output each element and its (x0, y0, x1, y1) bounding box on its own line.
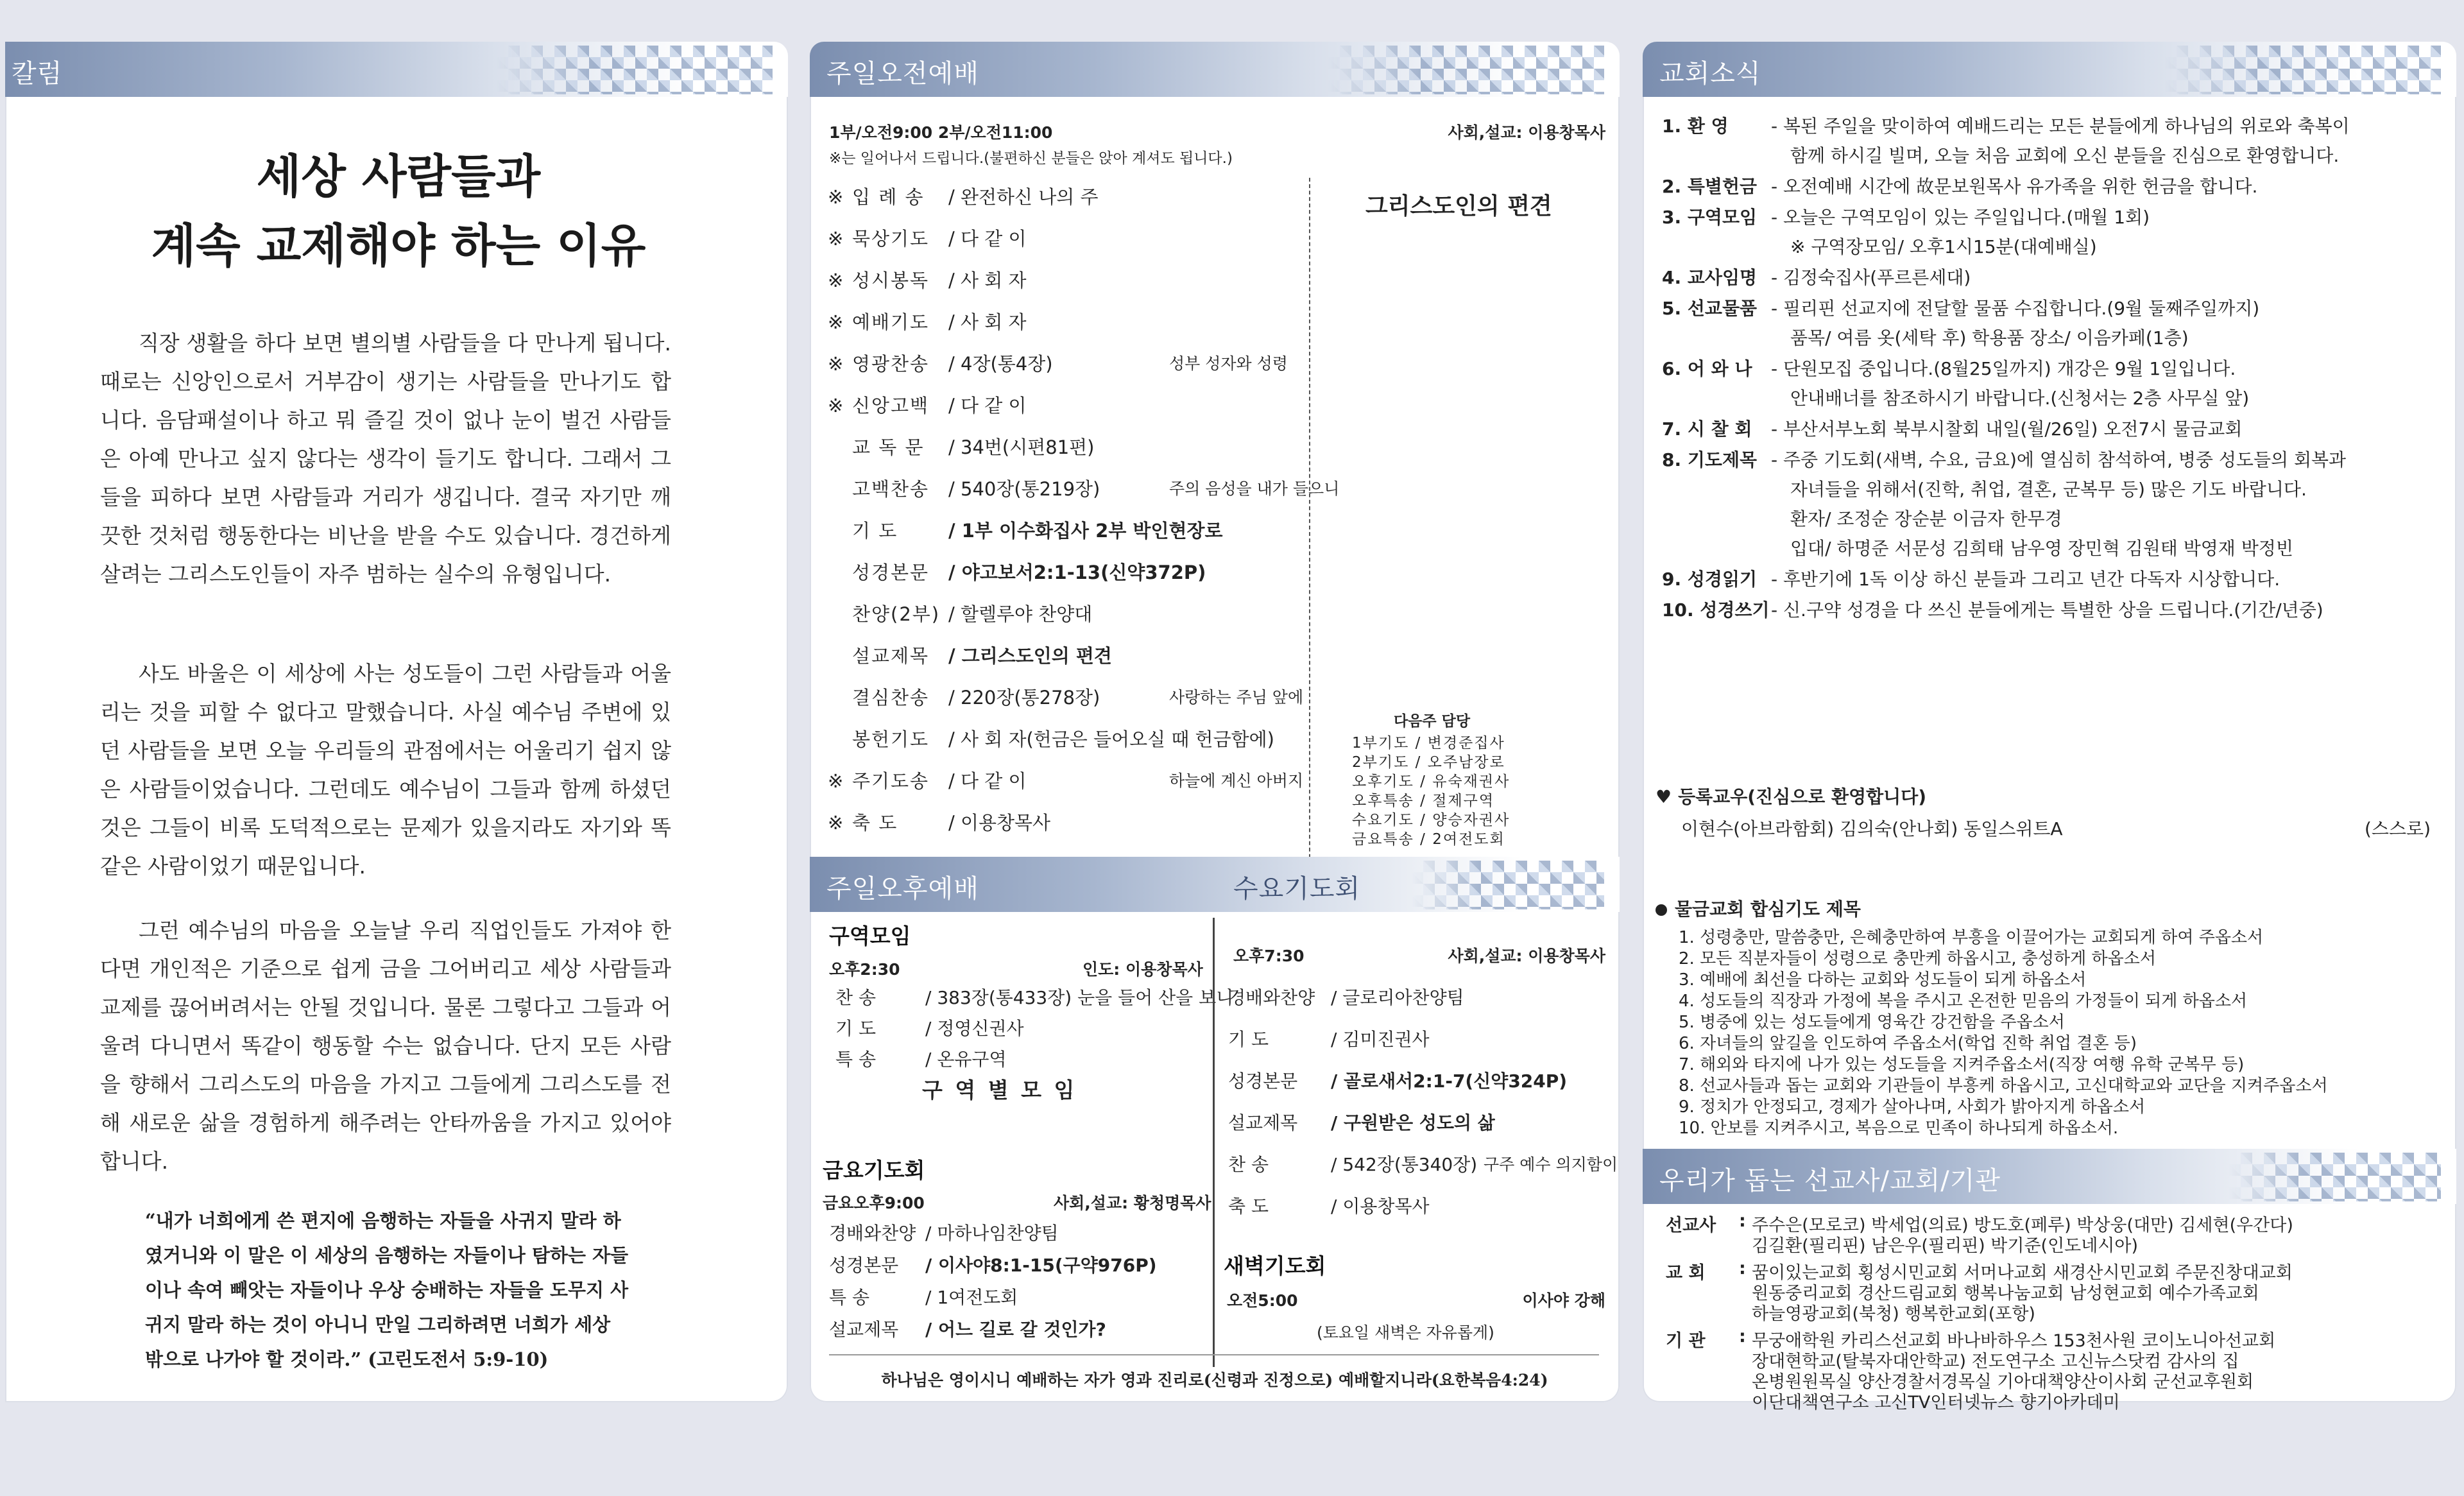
schedule-item-label: 경배와찬양 (1228, 987, 1315, 1008)
worship-item-value: / 4장(통4장) (948, 353, 1053, 375)
wednesday-officiant: 사회,설교: 이용창목사 (1448, 947, 1605, 965)
worship-item-mark: ※ (828, 186, 844, 208)
missions-header-bar (1643, 1149, 2456, 1204)
schedule-item (1228, 1109, 1495, 1135)
missions-colon: : (1739, 1327, 1746, 1346)
worship-item (828, 725, 1274, 752)
header-diamond-pattern (1412, 861, 1604, 909)
news-item-line: - 주중 기도회(새벽, 수요, 금요)에 열심히 참석하여, 병중 성도들의 회복과 (1771, 449, 2347, 470)
schedule-item-label: 성경본문 (1228, 1070, 1298, 1092)
prayer-item: 6. 자녀들의 앞길을 인도하여 주옵소서(학업 진학 취업 결혼 등) (1679, 1034, 2137, 1053)
worship-item-mark: ※ (828, 311, 844, 333)
sunday-afternoon-header: 주일오후예배 (826, 874, 979, 904)
news-item-label: 2. 특별헌금 (1662, 176, 1758, 197)
schedule-item (1228, 984, 1464, 1010)
column-paragraph-1: 직장 생활을 하다 보면 별의별 사람들을 다 만나게 됩니다. 때로는 신앙인으로서 거부감이 생기는 사람들을 만나기도 합니다. 음담패설이나 하고 뭐 즐길 것이 없나 눈이 벌건 사람들은 아예 만나고 싶지 않다는 생각이 들기도 합니다. 그래서 그들을 피하다 보면 사람들과 거리가 생깁니다. 결국 자기만 깨끗한 것처럼 행동한다는 비난을 받을 수도 있습니다. 경건하게 살려는 그리스도인들이 자주 범하는 실수의 유형입니다. (100, 331, 671, 587)
missions-colon: : (1739, 1211, 1746, 1231)
registration-title (1656, 783, 1926, 809)
worship-item-label: 입 례 송 (852, 186, 925, 208)
worship-item-label: 주기도송 (852, 770, 930, 792)
worship-item-value: / 다 같 이 (948, 228, 1027, 250)
worship-item-value: / 다 같 이 (948, 770, 1027, 792)
column-title-line2: 계속 교제해야 하는 이유 (151, 218, 646, 273)
worship-item-value: / 사 회 자(헌금은 들어오실 때 헌금함에) (948, 728, 1274, 750)
schedule-item-label: 찬 송 (1228, 1154, 1269, 1175)
schedule-item-value: / 1여전도회 (925, 1287, 1018, 1308)
prayer-item: 4. 성도들의 직장과 가정에 복을 주시고 온전한 믿음의 가정들이 되게 하옵소서 (1679, 992, 2248, 1011)
news-item-line: 함께 하시길 빌며, 오늘 처음 교회에 오신 분들을 진심으로 환영합니다. (1790, 145, 2340, 166)
worship-item (828, 684, 1100, 710)
registration-line: 이현수(아브라함회) 김의숙(안나회) 동일스위트A (1681, 818, 2063, 839)
missions-header: 우리가 돕는 선교사/교회/기관 (1659, 1166, 2001, 1196)
sunday-morning-header: 주일오전예배 (826, 59, 979, 89)
schedule-item (835, 984, 1233, 1010)
schedule-item (829, 1251, 1157, 1277)
prayer-title-text: 물금교회 합심기도 제목 (1675, 898, 1861, 920)
news-item-line: - 오전예배 시간에 故문보원목사 유가족을 위한 헌금을 합니다. (1771, 176, 2258, 197)
schedule-item-label: 성경본문 (829, 1255, 899, 1276)
worship-item-label: 고백찬송 (852, 478, 930, 500)
worship-item-label: 교 독 문 (852, 436, 925, 458)
worship-item (828, 558, 1206, 585)
footer-verse: 하나님은 영이시니 예배하는 자가 영과 진리로(신령과 진정으로) 예배할지니라(요한복음4:24) (881, 1371, 1548, 1389)
group-by-group-meeting: 구 역 별 모 임 (922, 1078, 1077, 1103)
next-week-row: 2부기도 / 오주남장로 (1352, 754, 1505, 771)
news-item-line: - 필리핀 선교지에 전달할 물품 수집합니다.(9월 둘째주일까지) (1771, 298, 2260, 319)
schedule-item (829, 1219, 1059, 1245)
worship-item-value: / 34번(시편81편) (948, 436, 1095, 458)
missions-line: 하늘영광교회(북청) 행복한교회(포항) (1752, 1304, 2035, 1324)
schedule-item-label: 찬 송 (835, 987, 876, 1008)
church-news-header: 교회소식 (1659, 59, 1761, 89)
schedule-item-label: 설교제목 (829, 1319, 899, 1340)
column-panel (5, 42, 788, 1402)
worship-item-value: / 220장(통278장) (948, 687, 1100, 709)
schedule-item-value: / 542장(통340장) (1331, 1154, 1478, 1175)
worship-item-value: / 540장(통219장) (948, 478, 1100, 500)
prayer-item: 9. 정치가 안정되고, 경제가 살아나며, 사회가 밝아지게 하옵소서 (1679, 1097, 2146, 1117)
missions-line: 온병원원목실 양산경찰서경목실 기아대책양산이사회 군선교후원회 (1752, 1372, 2254, 1392)
worship-item-mark: ※ (828, 353, 844, 375)
column-title-line1: 세상 사람들과 (256, 149, 541, 203)
worship-panel (810, 42, 1620, 1402)
next-week-row: 수요기도 / 양승자권사 (1352, 812, 1510, 829)
worship-item (828, 517, 1223, 543)
prayer-item: 5. 병중에 있는 성도들에게 영육간 강건함을 주옵소서 (1679, 1013, 2065, 1032)
schedule-item-hymn-title: 구주 예수 의지함이 (1484, 1155, 1618, 1174)
news-item-line: 안내배너를 참조하시기 바랍니다.(신청서는 2층 사무실 앞) (1790, 388, 2250, 409)
schedule-item-label: 축 도 (1228, 1196, 1269, 1217)
schedule-item-label: 특 송 (835, 1049, 876, 1070)
sermon-title-box: 그리스도인의 편견 (1365, 193, 1552, 219)
worship-item-value: / 야고보서2:1-13(신약372P) (948, 562, 1206, 583)
worship-item-hymn-title: 하늘에 계신 아버지 (1169, 771, 1304, 790)
bullet-icon (1656, 904, 1667, 916)
missions-colon: : (1739, 1259, 1746, 1278)
schedule-item-value: / 어느 길로 갈 것인가? (925, 1319, 1106, 1340)
schedule-item-value: / 마하나임찬양팀 (925, 1223, 1059, 1244)
heart-icon: ♥ (1656, 786, 1672, 807)
missions-line: 주수은(모로코) 박세업(의료) 방도호(페루) 박상웅(대만) 김세현(우간다) (1752, 1216, 2293, 1235)
missions-line: 원동중리교회 경산드림교회 행복나눔교회 남성현교회 예수가족교회 (1752, 1284, 2259, 1303)
news-item-label: 5. 선교물품 (1662, 298, 1758, 319)
news-item-line: 환자/ 조정순 장순분 이금자 한무경 (1790, 508, 2062, 529)
worship-item-label: 신앙고백 (852, 395, 930, 417)
sunday-morning-note: ※는 일어나서 드립니다.(불편하신 분들은 앉아 계셔도 됩니다.) (829, 150, 1233, 167)
worship-item (828, 225, 1026, 251)
schedule-item (835, 1045, 1007, 1071)
missions-group-label: 기 관 (1666, 1331, 1706, 1351)
missions-line: 장대현학교(탈북자대안학교) 전도연구소 고신뉴스닷컴 감사의 집 (1752, 1352, 2239, 1371)
worship-item-mark: ※ (828, 812, 844, 834)
registration-title-text: 등록교우(진심으로 환영합니다) (1678, 786, 1927, 807)
worship-item (828, 391, 1026, 418)
worship-item (828, 475, 1100, 501)
wednesday-time: 오후7:30 (1233, 947, 1305, 965)
schedule-item-value: / 정영신권사 (925, 1018, 1024, 1039)
schedule-item-value: / 골로새서2:1-7(신약324P) (1331, 1070, 1568, 1092)
news-item-line: ※ 구역장모임/ 오후1시15분(대예배실) (1790, 236, 2097, 257)
schedule-item (829, 1284, 1018, 1309)
friday-officiant: 사회,설교: 황청명목사 (1054, 1194, 1211, 1212)
worship-item-label: 설교제목 (852, 645, 930, 667)
worship-item-value: / 할렐루야 찬양대 (948, 603, 1093, 625)
news-item-label: 8. 기도제목 (1662, 449, 1758, 470)
schedule-item-label: 특 송 (829, 1287, 869, 1308)
column-bible-quote: “내가 너희에게 쓴 편지에 음행하는 자들을 사귀지 말라 하였거니와 이 말은 이 세상의 음행하는 자들이나 탐하는 자들이나 속여 빼앗는 자들이나 우상 숭배하는 자들을 도무지 사귀지 말라 하는 것이 아니니 만일 그리하려면 너희가 세상 밖으로 나가야 할 것이라.” (고린도전서 5:9-10) (145, 1210, 629, 1370)
schedule-item (835, 1015, 1024, 1040)
worship-item-label: 기 도 (852, 520, 898, 542)
news-item-line: - 부산서부노회 북부시찰회 내일(월/26일) 오전7시 물금교회 (1771, 418, 2243, 440)
divider (1213, 918, 1215, 1367)
schedule-item-label: 설교제목 (1228, 1112, 1298, 1133)
worship-item (828, 642, 1112, 668)
next-week-title: 다음주 담당 (1394, 713, 1471, 730)
news-item-label: 6. 어 와 나 (1662, 358, 1752, 379)
prayer-item: 7. 해외와 타지에 나가 있는 성도들을 지켜주옵소서(직장 여행 유학 군복무 등) (1679, 1055, 2245, 1074)
news-item-line: - 신.구약 성경을 다 쓰신 분들에게는 특별한 상을 드립니다.(기간/년중) (1771, 599, 2323, 621)
news-item-line: - 김정숙집사(푸르른세대) (1771, 267, 1971, 288)
friday-time: 금요오후9:00 (823, 1194, 925, 1212)
schedule-item (1228, 1026, 1430, 1051)
worship-item-label: 예배기도 (852, 311, 930, 333)
worship-item-value: / 다 같 이 (948, 395, 1027, 417)
missions-line: 무궁애학원 카리스선교회 바나바하우스 153천사원 코이노니아선교회 (1752, 1331, 2276, 1351)
schedule-item (829, 1316, 1106, 1341)
news-item-line: - 복된 주일을 맞이하여 예배드리는 모든 분들에게 하나님의 위로와 축복이 (1771, 116, 2350, 137)
news-item-line: - 후반기에 1독 이상 하신 분들과 그리고 년간 다독자 시상합니다. (1771, 569, 2280, 590)
church-news-header-bar (1643, 42, 2456, 97)
worship-item-value: / 이용창목사 (948, 812, 1051, 834)
news-item-line: - 오늘은 구역모임이 있는 주일입니다.(매월 1회) (1771, 207, 2150, 228)
schedule-item-value: / 383장(통433장) 눈을 들어 산을 보니 (925, 987, 1234, 1008)
worship-item-value: / 완전하신 나의 주 (948, 186, 1099, 208)
next-week-row: 오후기도 / 유숙재권사 (1352, 773, 1510, 790)
worship-item (828, 600, 1092, 626)
wednesday-header: 수요기도회 (1233, 874, 1361, 904)
header-diamond-pattern (2165, 46, 2441, 94)
schedule-item (1228, 1151, 1477, 1176)
news-item-label: 10. 성경쓰기 (1662, 599, 1770, 621)
prayer-item: 10. 안보를 지켜주시고, 복음으로 민족이 하나되게 하옵소서. (1679, 1119, 2119, 1138)
news-item-label: 9. 성경읽기 (1662, 569, 1758, 590)
dawn-note: (토요일 새벽은 자유롭게) (1317, 1323, 1494, 1342)
worship-item-hymn-title: 사랑하는 주님 앞에 (1169, 688, 1304, 707)
news-item-line: 품목/ 여름 옷(세탁 후) 학용품 장소/ 이음카페(1층) (1790, 327, 2189, 348)
schedule-item-value: / 구원받은 성도의 삶 (1331, 1112, 1495, 1133)
worship-item (828, 809, 1050, 835)
next-week-row: 오후특송 / 절제구역 (1352, 793, 1495, 809)
prayer-title (1656, 895, 1861, 921)
missions-group-label: 교 회 (1666, 1263, 1706, 1283)
worship-item (828, 767, 1026, 793)
afternoon-leader: 인도: 이용창목사 (1082, 960, 1203, 979)
worship-item-value: / 사 회 자 (948, 270, 1027, 291)
worship-item-label: 성경본문 (852, 562, 930, 583)
worship-item-label: 영광찬송 (852, 353, 930, 375)
schedule-item-value: / 글로리아찬양팀 (1331, 987, 1464, 1008)
prayer-item: 3. 예배에 최선을 다하는 교회와 성도들이 되게 하옵소서 (1679, 970, 2087, 990)
header-diamond-pattern (497, 46, 773, 94)
prayer-item: 1. 성령충만, 말씀충만, 은혜충만하여 부흥을 이끌어가는 교회되게 하여 주옵소서 (1679, 928, 2264, 947)
worship-item-value: / 사 회 자 (948, 311, 1027, 333)
news-item-line: 입대/ 하명준 서문성 김희태 남우영 장민혁 김원태 박영재 박정빈 (1790, 538, 2293, 559)
worship-item-label: 찬양(2부) (852, 603, 941, 625)
missions-line: 이단대책연구소 고신TV인터넷뉴스 향기아카데미 (1752, 1393, 2120, 1413)
divider (1309, 178, 1310, 890)
worship-item-mark: ※ (828, 228, 844, 250)
news-item-line: 자녀들을 위해서(진학, 취업, 결혼, 군복무 등) 많은 기도 바랍니다. (1790, 479, 2307, 500)
worship-item-label: 성시봉독 (852, 270, 930, 291)
worship-item-mark: ※ (828, 270, 844, 291)
schedule-item-value: / 김미진권사 (1331, 1029, 1430, 1050)
group-meeting-title: 구역모임 (829, 924, 911, 949)
worship-item (828, 350, 1053, 376)
worship-item-value: / 1부 이수화집사 2부 박인현장로 (948, 520, 1223, 542)
prayer-item: 8. 선교사들과 돕는 교회와 기관들이 부흥케 하옵시고, 고신대학교와 교단을 지켜주옵소서 (1679, 1076, 2328, 1096)
column-paragraph-2: 사도 바울은 이 세상에 사는 성도들이 그런 사람들과 어울리는 것을 피할 수 없다고 말했습니다. 사실 예수님 주변에 있던 사람들을 보면 오늘 우리들의 관점에서는 어울리기 쉽지 않은 사람들이었습니다. 그런데도 예수님이 그들과 함께 하셨던 것은 그들이 비록 도덕적으로는 문제가 있을지라도 자기와 똑같은 사람이었기 때문입니다. (100, 661, 671, 879)
schedule-item (1228, 1192, 1430, 1218)
worship-item-mark: ※ (828, 770, 844, 792)
worship-item-hymn-title: 성부 성자와 성령 (1169, 354, 1288, 373)
friday-title: 금요기도회 (823, 1158, 925, 1183)
prayer-item: 2. 모든 직분자들이 성령으로 충만케 하옵시고, 충성하게 하옵소서 (1679, 949, 2156, 968)
afternoon-time: 오후2:30 (829, 960, 900, 979)
sunday-morning-times: 1부/오전9:00 2부/오전11:00 (829, 123, 1053, 142)
registration-right: (스스로) (2365, 818, 2431, 839)
missions-group-label: 선교사 (1666, 1216, 1716, 1235)
news-item-label: 1. 환 영 (1662, 116, 1729, 137)
news-item-label: 4. 교사임명 (1662, 267, 1758, 288)
schedule-item-label: 경배와찬양 (829, 1223, 916, 1244)
news-panel (1643, 42, 2456, 1413)
schedule-item-value: / 이용창목사 (1331, 1196, 1430, 1217)
worship-item-label: 결심찬송 (852, 687, 930, 709)
sunday-morning-officiant: 사회,설교: 이용창목사 (1448, 123, 1605, 142)
header-diamond-pattern (2229, 1153, 2441, 1201)
schedule-item-value: / 온유구역 (925, 1049, 1007, 1070)
afternoon-header-bar (810, 857, 1620, 912)
worship-item (828, 308, 1026, 334)
schedule-item-value: / 이사야8:1-15(구약976P) (925, 1255, 1157, 1276)
worship-item-label: 축 도 (852, 812, 898, 834)
schedule-item-label: 기 도 (835, 1018, 876, 1039)
news-item-label: 3. 구역모임 (1662, 207, 1758, 228)
column-header: 칼럼 (12, 59, 63, 89)
worship-item-hymn-title: 주의 음성을 내가 들으니 (1169, 479, 1340, 498)
worship-item (828, 266, 1026, 293)
worship-item-label: 묵상기도 (852, 228, 930, 250)
missions-line: 꿈이있는교회 횡성시민교회 서머나교회 새경산시민교회 주문진창대교회 (1752, 1263, 2293, 1283)
dawn-time: 오전5:00 (1227, 1291, 1298, 1310)
worship-item (828, 433, 1094, 460)
schedule-item-label: 기 도 (1228, 1029, 1269, 1050)
worship-item (828, 183, 1099, 209)
missions-line: 김길환(필리핀) 남은우(필리핀) 박기준(인도네시아) (1752, 1236, 2139, 1256)
sunday-morning-header-bar (810, 42, 1620, 97)
next-week-row: 금요특송 / 2여전도회 (1352, 831, 1505, 848)
worship-item-label: 봉헌기도 (852, 728, 930, 750)
dawn-leader: 이사야 강해 (1522, 1291, 1605, 1310)
divider (829, 1354, 1599, 1355)
worship-item-mark: ※ (828, 395, 844, 417)
dawn-title: 새벽기도회 (1224, 1253, 1326, 1278)
next-week-row: 1부기도 / 변경준집사 (1352, 735, 1505, 752)
column-paragraph-3: 그런 예수님의 마음을 오늘날 우리 직업인들도 가져야 한다면 개인적은 기준으로 쉽게 금을 그어버리고 세상 사람들과 교제를 끊어버려서는 안될 것입니다. 물론 그렇다고 그들과 어울려 다니면서 똑같이 행동할 수는 없습니다. 단지 모든 사람을 향해서 그리스도의 마음을 가지고 그들에게 그리스도를 전해 새로운 삶을 경험하게 해주려는 안타까움을 가지고 있어야 합니다. (100, 918, 671, 1174)
header-diamond-pattern (1328, 46, 1604, 94)
worship-item-value: / 그리스도인의 편견 (948, 645, 1112, 667)
schedule-item (1228, 1067, 1567, 1093)
column-header-bar (5, 42, 788, 97)
news-item-label: 7. 시 찰 회 (1662, 418, 1752, 440)
news-item-line: - 단원모집 중입니다.(8월25일까지) 개강은 9월 1일입니다. (1771, 358, 2236, 379)
